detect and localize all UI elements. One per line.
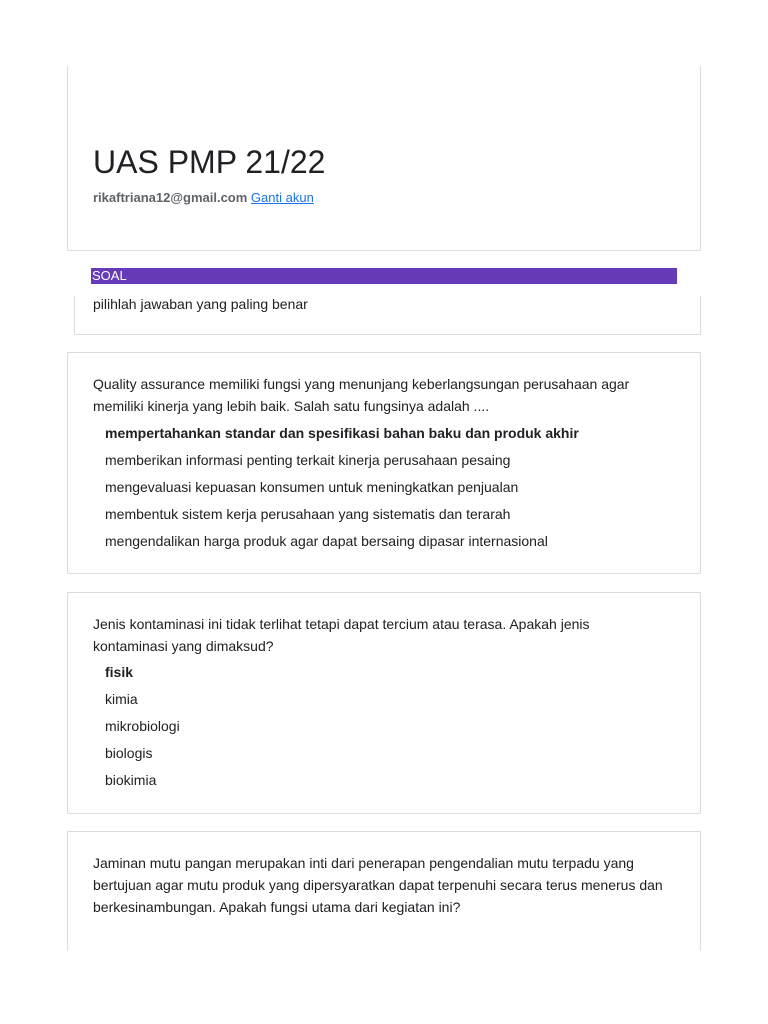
section-title-bar: SOAL <box>91 268 677 284</box>
account-email: rikaftriana12@gmail.com <box>93 190 248 205</box>
answer-options <box>105 664 180 799</box>
answer-option[interactable]: biologis <box>105 745 153 761</box>
section-description-card <box>74 296 701 335</box>
answer-option[interactable]: mikrobiologi <box>105 718 180 734</box>
answer-option[interactable]: memberikan informasi penting terkait kinerja perusahaan pesaing <box>105 452 511 468</box>
section-description: pilihlah jawaban yang paling benar <box>93 296 308 312</box>
answer-option-selected[interactable]: mempertahankan standar dan spesifikasi bahan baku dan produk akhir <box>105 425 579 441</box>
form-title: UAS PMP 21/22 <box>93 144 326 180</box>
question-card-2 <box>67 592 701 814</box>
account-info <box>93 190 314 206</box>
answer-option[interactable]: mengevaluasi kepuasan konsumen untuk meningkatkan penjualan <box>105 479 519 495</box>
answer-option[interactable]: mengendalikan harga produk agar dapat bersaing dipasar internasional <box>105 533 548 549</box>
answer-option[interactable]: kimia <box>105 691 138 707</box>
answer-options <box>105 425 579 560</box>
answer-option-selected[interactable]: fisik <box>105 664 134 680</box>
question-card-1 <box>67 352 701 574</box>
switch-account-link[interactable]: Ganti akun <box>250 190 314 205</box>
question-text: Jenis kontaminasi ini tidak terlihat tetapi dapat tercium atau terasa. Apakah jenis kontaminasi yang dimaksud? <box>93 616 590 654</box>
question-text: Quality assurance memiliki fungsi yang menunjang keberlangsungan perusahaan agar memiliki kinerja yang lebih baik. Salah satu fungsinya adalah .... <box>93 376 630 414</box>
answer-option[interactable]: membentuk sistem kerja perusahaan yang sistematis dan terarah <box>105 506 511 522</box>
question-card-3 <box>67 831 701 951</box>
answer-option[interactable]: biokimia <box>105 772 157 788</box>
question-text: Jaminan mutu pangan merupakan inti dari penerapan pengendalian mutu terpadu yang bertujuan agar mutu produk yang dipersyaratkan dapat terpenuhi secara terus menerus dan berkesinambungan. Apakah fungsi utama dari kegiatan ini? <box>93 855 663 915</box>
form-header-card <box>67 66 701 251</box>
